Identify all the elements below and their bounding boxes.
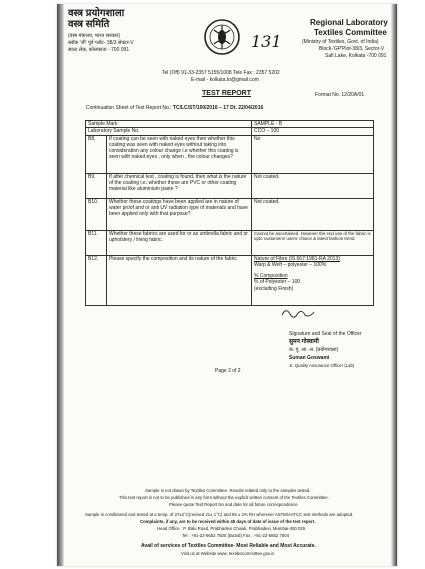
signatory-hindi-name: सुमन गोस्वामी [289, 339, 319, 345]
row-question: Whether these coatings have been applied are in nature of water proof and or anti UV radiation type of materials and have been applied only with that purpose? [107, 198, 252, 230]
footer-line4: Sample is conditioned and tested at a temp. of 27±2°C(revised 21± 1°C) and 65 ± 2% RH wherever ASTM/AATCC test methods are adopted. [85, 512, 354, 517]
table-row [86, 173, 374, 198]
continuation-line [86, 105, 263, 111]
row-id: B10. [86, 198, 107, 230]
address-line2: Salt Lake, Kolkata -700 091 [325, 53, 387, 59]
composition-polyester: % of Polyester – 100 [254, 279, 301, 286]
composition-heading: % Composition [254, 273, 288, 280]
lab-sample-label: Laboratory Sample No. [86, 128, 252, 135]
org-line1: Regional Laboratory [310, 18, 388, 27]
table-row [86, 128, 374, 135]
row-id: B8. [86, 135, 107, 173]
signatory-name: Suman Goswami [289, 355, 330, 361]
table-row [86, 255, 374, 305]
textiles-committee-emblem [203, 18, 241, 58]
table-row [86, 135, 374, 173]
hindi-sub3: साल्ट लेक, कोलकाता - 700 091 [68, 47, 130, 53]
fibre-nature-heading: Nature of Fibre (IS 667:1981-RA 2013) [254, 255, 340, 262]
lab-sample-value: CCO – 100 [252, 128, 374, 135]
hindi-org-line2: वस्त्र समिति [68, 19, 110, 30]
format-number: Format No. 12/20A/01 [315, 92, 365, 98]
row-answer: Not coated. [252, 173, 374, 198]
address-line1: Block-'GP'Plot-38/3, Sector-V [319, 46, 385, 52]
row-question: Whether these fabrics are used for or as umbrella fabric and or upholstery / lining fabric. [107, 230, 252, 255]
signatory-hindi-title: क. गु. आ. अ. (प्रयोगशाला) [289, 347, 339, 353]
row-answer-composition [252, 255, 374, 305]
org-line2: Textiles Committee [314, 28, 387, 37]
footer-line8: Avail of services of Textiles Committee- Most Reliable and Most Accurate. [141, 543, 316, 549]
ministry-line: (Ministry of Textiles, Govt. of India) [302, 39, 379, 45]
row-question: Please specify the composition and its nature of the fabric [107, 255, 252, 305]
row-answer: Cannot be ascertained. However the end use of the fabric is upto customers/ users' choice & latest fashion trend. [252, 230, 374, 255]
scanned-document [57, 4, 397, 566]
row-question: If after chemical test , coating is found, then what is the nature of the coating i.e. whether these are PVC or other coating material like aluminium paste ? [107, 173, 252, 198]
report-number: TC/LC/ST/100/2016 – 17 [172, 105, 229, 111]
table-row [86, 230, 374, 255]
row-answer: No [252, 135, 374, 173]
row-id: B12. [86, 255, 107, 305]
fibre-warp-weft: Warp & Weft – polyester – 100% [254, 261, 327, 268]
footer-line2: This test report is not to be published in any form without the explicit written consent of the Textiles Committee. [119, 495, 329, 500]
hindi-sub2: ब्लॉक 'जी' पूर्व प्लॉट- 38/3 सेक्टर-V [68, 40, 134, 46]
hindi-org-line1: वस्त्र प्रयोगशाला [68, 8, 125, 19]
report-title: TEST REPORT [202, 90, 252, 97]
test-report-table [85, 120, 374, 306]
footer-line6: Head Office : P. Balu Road, Prabhadevi Chowk, Prabhadevi, Mumbai-400 025 [157, 526, 306, 531]
footer-line9: Visit us at Website www. textilescommittee.gov.in [181, 551, 275, 556]
row-answer: Not coated. [252, 198, 374, 230]
phone-line: Tel (Off) 91-33-2357 5155/1008 Tele Fax : 2357 5202 [162, 70, 280, 76]
hindi-sub1: (वस्त्र मंत्रालय, भारत सरकार) [68, 33, 121, 39]
signatory-title: Jr. Quality Assurance Officer (Lab) [289, 363, 355, 368]
footer-line1: Sample is not drawn by Textiles Committee. Results related only to the samples tested. [145, 488, 311, 493]
footer-line5: Complaints, if any, are to be received within 45 days of date of issue of the test report. [140, 519, 316, 524]
continuation-label: Continuation Sheet of Test Report No.: [86, 105, 172, 111]
row-id: B11. [86, 230, 107, 255]
row-id: B9. [86, 173, 107, 198]
scan-shadow-left [57, 4, 64, 566]
sample-mark-value: SAMPLE - B [252, 121, 374, 128]
sample-mark-label: Sample Mark [86, 121, 252, 128]
signature-label: Signature and Seal of the Officer [289, 331, 362, 337]
footer-line7: Tel : +91-22-6652 7500 (Board) Fax : +91-22-6652 7504 [182, 533, 290, 538]
table-row [86, 198, 374, 230]
email-line: E-mail - kolkata.to@gmail.com [191, 77, 259, 83]
footer-line3: Please quote Test Report No and date for all future correspondence [169, 502, 298, 507]
composition-note: (excluding Finish) [254, 285, 294, 292]
table-row [86, 121, 374, 128]
handwritten-signature [280, 306, 316, 320]
date-label: Dt. [230, 105, 237, 111]
row-question: If coating can be seen with naked eyes then whether this coating was seen with naked eyes without taking into consideration any colour change i.e whether this coating is seen with naked eyes , only when , the colour changes? [107, 135, 252, 173]
handwritten-page-number: 131 [251, 32, 282, 51]
report-date: 22/04/2016 [238, 105, 264, 111]
page-number: Page 2 of 2 [215, 368, 241, 374]
scan-shadow-right [391, 4, 397, 566]
